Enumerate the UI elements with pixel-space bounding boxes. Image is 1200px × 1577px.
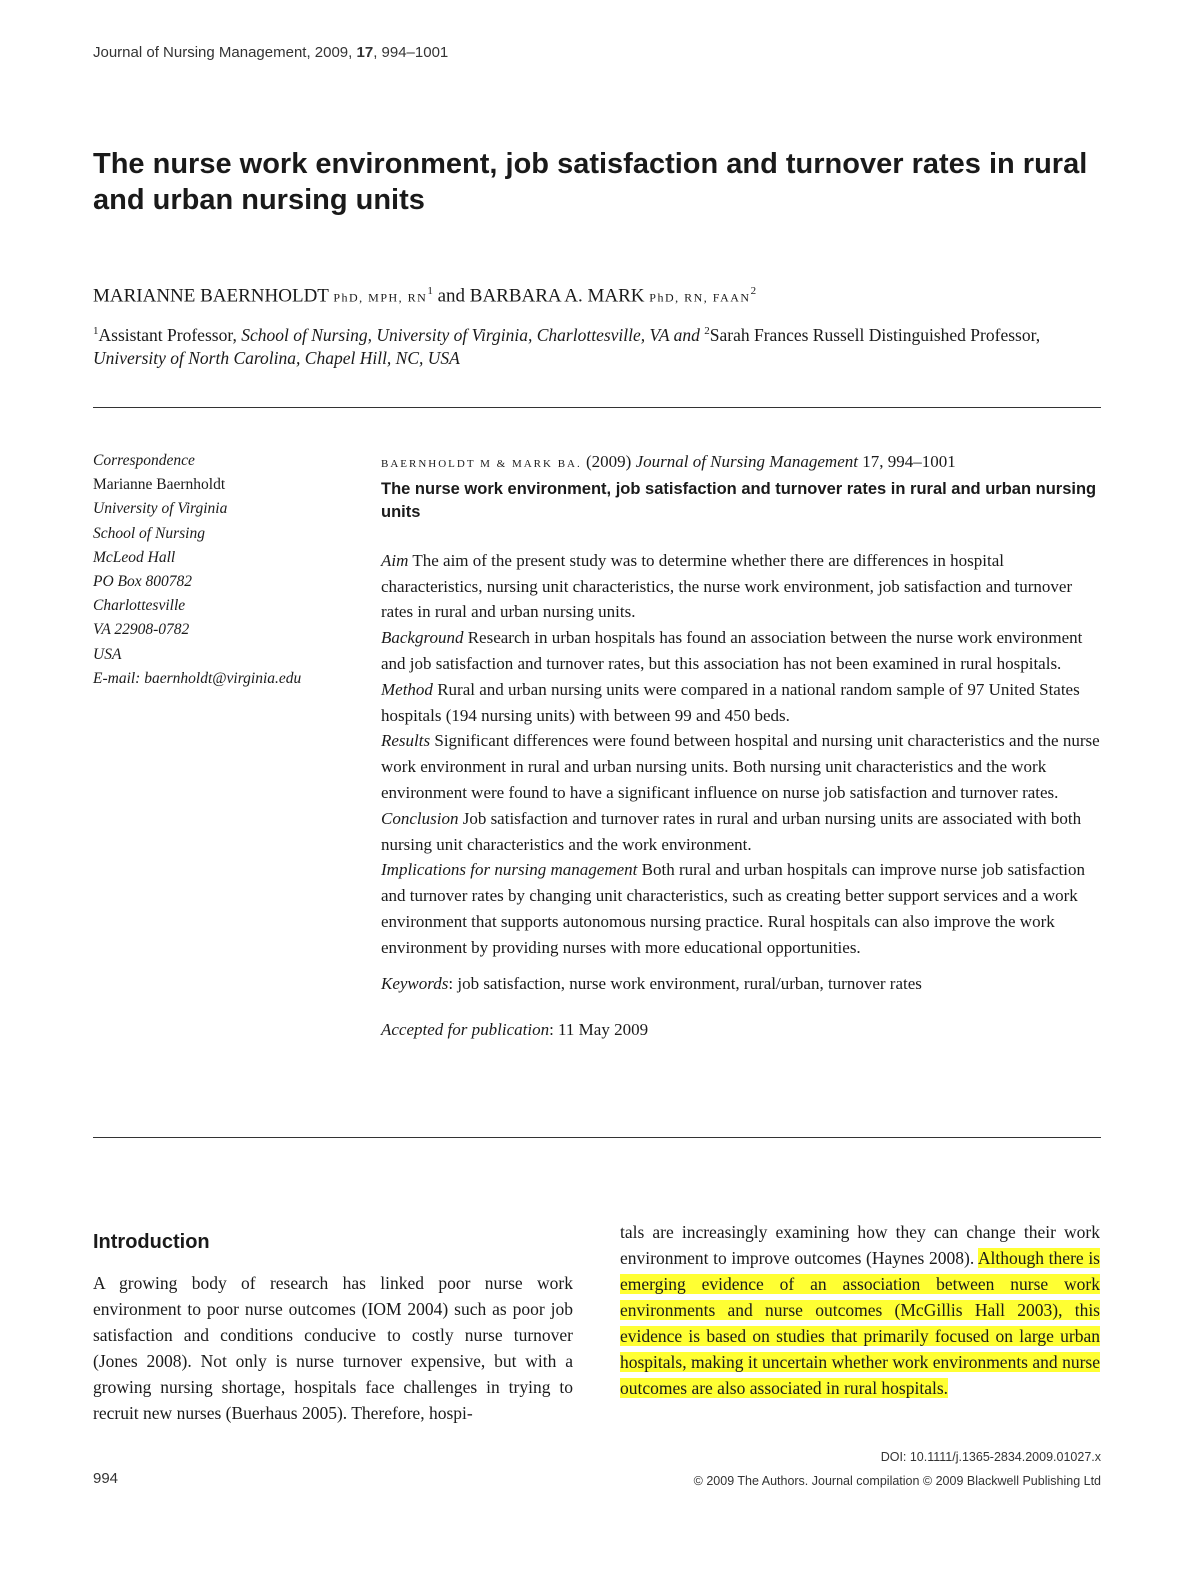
section-text: Research in urban hospitals has found an association between the nurse work environment and job satisfaction and turnover rates, but this association has not been examined in rural hospitals. <box>381 628 1083 673</box>
citation-year: (2009) <box>585 452 632 471</box>
abstract <box>381 449 1101 1043</box>
section-label: Aim <box>381 550 409 570</box>
abstract-results <box>381 728 1101 805</box>
abstract-aim <box>381 548 1101 625</box>
correspondence-block <box>93 449 301 691</box>
author-connector: and <box>437 285 466 307</box>
section-label: Results <box>381 731 431 751</box>
abstract-implications <box>381 857 1101 960</box>
author-2-degrees: PhD, RN, FAAN <box>649 290 751 305</box>
affil-2-org: University of North Carolina, Chapel Hill, NC, USA <box>93 347 460 368</box>
correspondence-line: University of Virginia <box>93 500 228 518</box>
correspondence-line: PO Box 800782 <box>93 573 193 591</box>
abstract-conclusion <box>381 806 1101 858</box>
author-line <box>93 285 756 307</box>
copyright: © 2009 The Authors. Journal compilation © 2009 Blackwell Publishing Ltd <box>693 1474 1101 1488</box>
journal-header <box>93 44 448 61</box>
author-1-sup: 1 <box>427 285 433 297</box>
highlighted-text: Although there is emerging evidence of an association between nurse work environments and nurse outcomes (McGillis Hall 2003), this evidence is based on studies that primarily focused on large urban hospitals, making it uncertain whether work environments and nurse outcomes are also associated in rural hospitals. <box>620 1248 1100 1398</box>
author-1-name: MARIANNE BAERNHOLDT <box>93 285 329 307</box>
section-text: Significant differences were found between hospital and nursing unit characteristics and the nurse work environment in rural and urban nursing units. Both nursing unit characteristics and the work environment were found to have a significant influence on nurse job satisfaction and turnover rates. <box>381 731 1100 802</box>
section-label: Implications for nursing management <box>381 860 638 880</box>
article-title: The nurse work environment, job satisfaction and turnover rates in rural and urban nursing units <box>93 148 1088 216</box>
keywords-label: Keywords <box>381 973 449 993</box>
correspondence-line: School of Nursing <box>93 524 205 542</box>
introduction-heading: Introduction <box>93 1231 210 1253</box>
journal-name: Journal of Nursing Management, 2009, <box>93 44 353 61</box>
section-text: Rural and urban nursing units were compared in a national random sample of 97 United States hospitals (194 nursing units) with between 99 and 450 beds. <box>381 679 1080 725</box>
body-column-left <box>93 1228 573 1426</box>
section-label: Background <box>381 628 464 648</box>
author-1-degrees: PhD, MPH, RN <box>333 290 428 305</box>
abstract-background <box>381 625 1101 677</box>
keywords <box>381 971 1101 997</box>
correspondence-heading: Correspondence <box>93 452 195 469</box>
citation-line <box>381 449 1101 478</box>
correspondence-name: Marianne Baernholdt <box>93 476 226 494</box>
body-column-right <box>620 1219 1100 1401</box>
affil-1-org: School of Nursing, University of Virginia, Charlottesville, VA and <box>241 324 700 345</box>
top-divider <box>93 407 1101 408</box>
correspondence-line: VA 22908-0782 <box>93 621 190 639</box>
correspondence-line: McLeod Hall <box>93 548 176 566</box>
affil-2-sup: 2 <box>704 325 710 337</box>
accepted-date <box>381 1017 1101 1043</box>
author-2-name: BARBARA A. MARK <box>469 285 645 307</box>
author-2-sup: 2 <box>750 285 757 297</box>
section-text: Job satisfaction and turnover rates in rural and urban nursing units are associated with both nursing unit characteristics and the work environment. <box>381 808 1082 854</box>
accepted-label: Accepted for publication <box>381 1020 550 1040</box>
section-label: Conclusion <box>381 808 459 828</box>
affil-2-role: Sarah Frances Russell Distinguished Professor, <box>709 324 1041 345</box>
bottom-divider <box>93 1137 1101 1138</box>
section-text: Both rural and urban hospitals can improve nurse job satisfaction and turnover rates by changing unit characteristics, such as creating better support services and a work environment that supports autonomous nursing practice. Rural hospitals can also improve the work environment by providing nurses with more educational opportunities. <box>381 860 1085 957</box>
journal-volume: 17 <box>356 44 374 61</box>
affil-1-role: Assistant Professor, <box>98 324 242 345</box>
right-column-text: tals are increasingly examining how they can change their work environment to improve outcomes (Haynes 2008). <box>620 1222 1100 1268</box>
affil-1-sup: 1 <box>93 325 99 337</box>
section-label: Method <box>381 679 433 699</box>
accepted-value: : 11 May 2009 <box>549 1020 649 1040</box>
journal-pages: , 994–1001 <box>373 44 449 61</box>
keywords-list: : job satisfaction, nurse work environment, rural/urban, turnover rates <box>448 973 922 993</box>
page-number: 994 <box>93 1470 119 1487</box>
abstract-title: The nurse work environment, job satisfaction and turnover rates in rural and urban nursing units <box>381 479 1097 521</box>
affiliations <box>93 320 1103 370</box>
correspondence-email: E-mail: baernholdt@virginia.edu <box>93 669 302 687</box>
citation-volume-pages: 17, 994–1001 <box>862 452 956 471</box>
citation-journal: Journal of Nursing Management <box>635 452 858 471</box>
introduction-text: A growing body of research has linked poor nurse work environment to poor nurse outcomes (IOM 2004) such as poor job satisfaction and conditions conducive to costly nurse turnover (Jones 2008). Not only is nurse turnover expensive, but with a growing nursing shortage, hospitals face challenges in trying to recruit new nurses (Buerhaus 2005). Therefore, hospi- <box>93 1273 573 1423</box>
correspondence-line: Charlottesville <box>93 597 186 615</box>
citation-authors: BAERNHOLDT M & MARK BA. <box>381 458 582 470</box>
abstract-method <box>381 677 1101 729</box>
correspondence-line: USA <box>93 645 122 663</box>
doi: DOI: 10.1111/j.1365-2834.2009.01027.x <box>880 1450 1101 1464</box>
section-text: The aim of the present study was to determine whether there are differences in hospital characteristics, nursing unit characteristics, the nurse work environment, job satisfaction and turnover rates in rural and urban nursing units. <box>381 550 1073 622</box>
